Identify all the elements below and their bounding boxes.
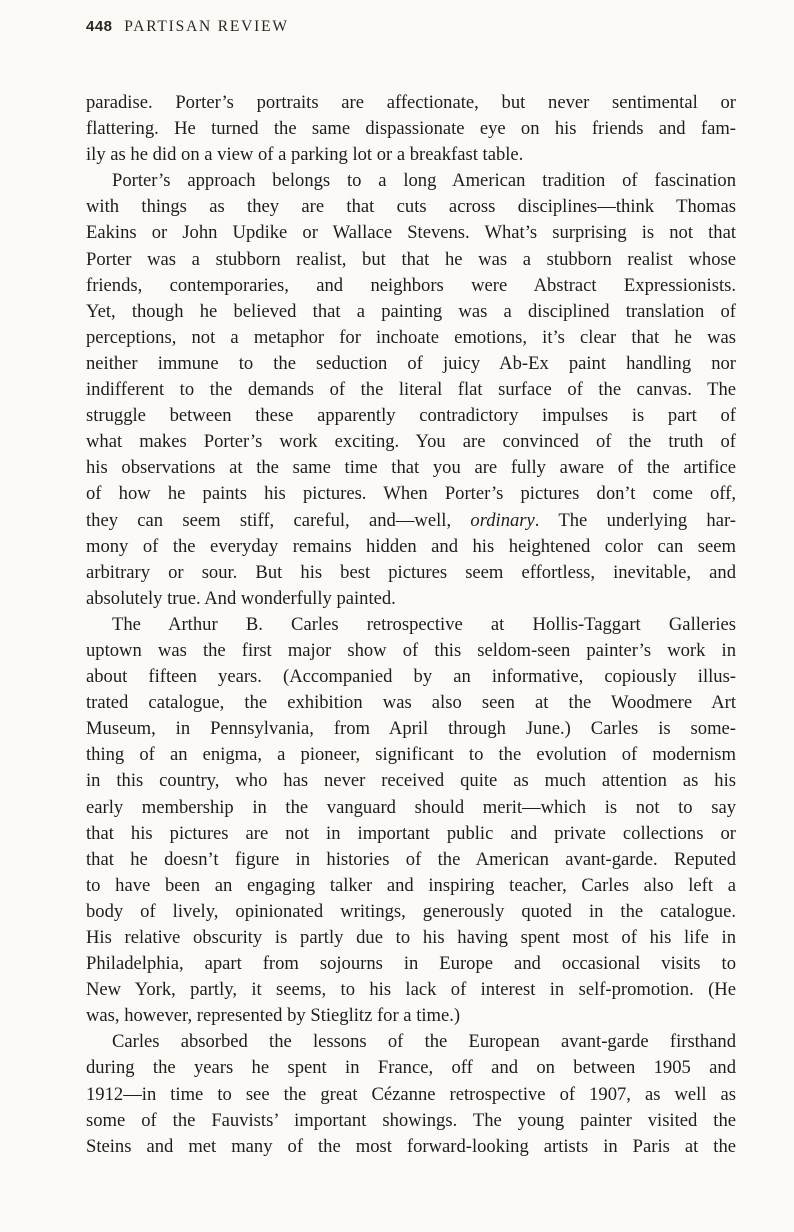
text-line: His relative obscurity is partly due to his having spent most of his life in <box>86 927 736 948</box>
emphasis: ordinary <box>470 509 535 531</box>
text-line: Yet, though he believed that a painting was a disciplined translation of <box>86 300 736 322</box>
text-line: arbitrary or sour. But his best pictures seem effortless, inevitable, and <box>86 561 736 583</box>
text-line: New York, partly, it seems, to his lack of interest in self-promotion. (He <box>86 979 736 1001</box>
text-line: ily as he did on a view of a parking lot or a breakfast table. <box>86 144 524 166</box>
text-line: perceptions, not a metaphor for inchoate emotions, it’s clear that he was <box>86 326 736 348</box>
text-line: Museum, in Pennsylvania, from April through June.) Carles is some- <box>86 718 736 740</box>
text-line: Carles absorbed the lessons of the European avant-garde firsthand <box>112 1031 736 1053</box>
page-number: 448 <box>86 18 113 35</box>
text-line: neither immune to the seduction of juicy Ab-Ex paint handling nor <box>86 352 736 374</box>
text-line: uptown was the first major show of this seldom-seen painter’s work in <box>86 639 736 661</box>
text-line: Eakins or John Updike or Wallace Stevens. What’s surprising is not that <box>86 222 736 244</box>
article-body <box>86 90 736 1160</box>
text-line: that his pictures are not in important public and private collections or <box>86 822 736 844</box>
text-line: during the years he spent in France, off and on between 1905 and <box>86 1057 736 1079</box>
text-line: they can seem stiff, careful, and—well, ordinary. The underlying har- <box>86 509 736 531</box>
text-line: trated catalogue, the exhibition was also seen at the Woodmere Art <box>86 692 736 714</box>
text-line: Porter’s approach belongs to a long American tradition of fascination <box>112 170 736 192</box>
text-line: paradise. Porter’s portraits are affectionate, but never sentimental or <box>86 92 736 113</box>
running-head <box>86 18 289 36</box>
text-line: absolutely true. And wonderfully painted. <box>86 587 396 609</box>
text-line: struggle between these apparently contradictory impulses is part of <box>86 405 736 427</box>
text-line: in this country, who has never received quite as much attention as his <box>86 770 736 792</box>
text-line: The Arthur B. Carles retrospective at Hollis-Taggart Galleries <box>112 613 736 635</box>
text-line: Porter was a stubborn realist, but that he was a stubborn realist whose <box>86 248 736 270</box>
text-line: indifferent to the demands of the literal flat surface of the canvas. The <box>86 379 736 401</box>
text-line: was, however, represented by Stieglitz for a time.) <box>86 1005 461 1027</box>
text-line: Philadelphia, apart from sojourns in Europe and occasional visits to <box>86 953 736 975</box>
text-line: with things as they are that cuts across disciplines—think Thomas <box>86 196 736 218</box>
text-line: body of lively, opinionated writings, generously quoted in the catalogue. <box>86 900 736 922</box>
text-line: early membership in the vanguard should merit—which is not to say <box>86 796 736 818</box>
text-line: to have been an engaging talker and inspiring teacher, Carles also left a <box>86 874 736 896</box>
text-line: Steins and met many of the most forward-looking artists in Paris at the <box>86 1135 736 1157</box>
text-line: friends, contemporaries, and neighbors were Abstract Expressionists. <box>86 274 736 296</box>
text-line: that he doesn’t figure in histories of the American avant-garde. Reputed <box>86 848 736 870</box>
text-line: some of the Fauvists’ important showings. The young painter visited the <box>86 1109 736 1131</box>
text-line: of how he paints his pictures. When Porter’s pictures don’t come off, <box>86 483 736 505</box>
text-line: 1912—in time to see the great Cézanne retrospective of 1907, as well as <box>86 1083 736 1105</box>
text-line: what makes Porter’s work exciting. You are convinced of the truth of <box>86 431 736 453</box>
text-line: thing of an enigma, a pioneer, significant to the evolution of modernism <box>86 744 736 766</box>
journal-title: PARTISAN REVIEW <box>124 18 289 35</box>
text-line: flattering. He turned the same dispassionate eye on his friends and fam- <box>86 118 736 140</box>
text-line: his observations at the same time that you are fully aware of the artifice <box>86 457 736 479</box>
text-line: about fifteen years. (Accompanied by an informative, copiously illus- <box>86 666 736 688</box>
text-line: mony of the everyday remains hidden and his heightened color can seem <box>86 535 736 557</box>
